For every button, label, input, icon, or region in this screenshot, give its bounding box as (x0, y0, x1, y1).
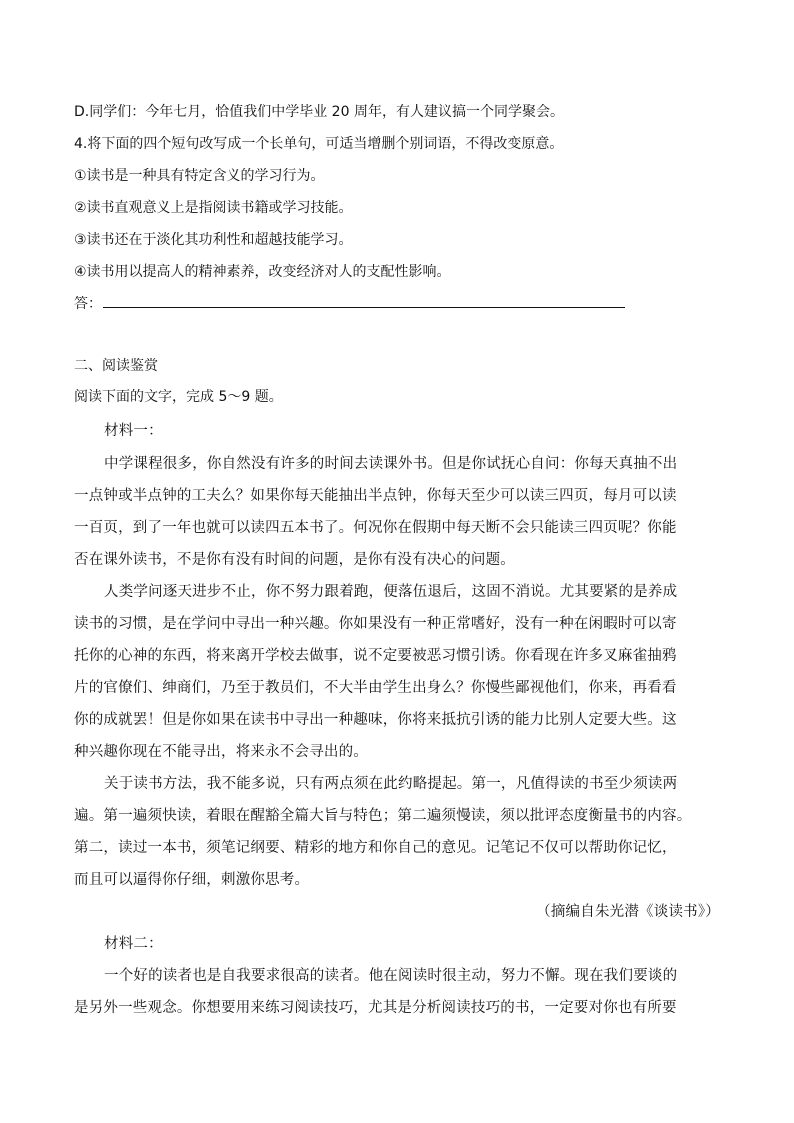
option-d: D.同学们：今年七月，恰值我们中学毕业 20 周年，有人建议搞一个同学聚会。 (74, 104, 564, 120)
material-1-line: 片的官僚们、绅商们，乃至于教员们，不大半由学生出身么？你慢些鄙视他们，你来，再看看 (74, 680, 677, 696)
material-1-line: 关于读书方法，我不能多说，只有两点须在此约略提起。第一，凡值得读的书至少须读两 (104, 776, 678, 792)
material-1-source: （摘编自朱光潜《谈读书》） (536, 904, 720, 920)
material-1-line: 读书的习惯，是在学问中寻出一种兴趣。你如果没有一种正常嗜好，没有一种在闲暇时可以寄 (74, 616, 677, 632)
material-1-line: 一百页，到了一年也就可以读四五本书了。何况你在假期中每天断不会只能读三四页呢？你能 (74, 520, 677, 536)
material-1-line: 否在课外读书，不是你有没有时间的问题，是你有没有决心的问题。 (74, 552, 515, 568)
reading-instruction: 阅读下面的文字，完成 5～9 题。 (74, 389, 283, 405)
sentence-2: ②读书直观意义上是指阅读书籍或学习技能。 (74, 200, 353, 216)
material-1-line: 遍。第一遍须快读，着眼在醒豁全篇大旨与特色；第二遍须慢读，须以批评态度衡量书的内容。 (74, 808, 692, 824)
material-1-line: 托你的心神的东西，将来离开学校去做事，说不定要被恶习惯引诱。你看现在许多叉麻雀抽鸦 (74, 648, 677, 664)
question-4-prompt: 4.将下面的四个短句改写成一个长单句，可适当增删个别词语，不得改变原意。 (74, 136, 564, 152)
answer-blank-line (103, 307, 625, 308)
material-1-label: 材料一： (104, 423, 163, 439)
answer-label: 答： (74, 296, 102, 312)
sentence-4: ④读书用以提高人的精神素养，改变经济对人的支配性影响。 (74, 264, 451, 280)
material-1-line: 你的成就罢！但是你如果在读书中寻出一种趣味，你将来抵抗引诱的能力比别人定要大些。这 (74, 712, 677, 728)
material-1-line: 中学课程很多，你自然没有许多的时间去读课外书。但是你试抚心自问：你每天真抽不出 (104, 456, 678, 472)
material-2-line: 一个好的读者也是自我要求很高的读者。他在阅读时很主动，努力不懈。现在我们要谈的 (104, 968, 678, 984)
sentence-1: ①读书是一种具有特定含义的学习行为。 (74, 168, 325, 184)
section-heading: 二、阅读鉴赏 (74, 358, 158, 374)
material-2-label: 材料二： (104, 936, 163, 952)
material-2-line: 是另外一些观念。你想要用来练习阅读技巧，尤其是分析阅读技巧的书，一定要对你也有所要 (74, 1000, 677, 1016)
material-1-line: 一点钟或半点钟的工夫么？如果你每天能抽出半点钟，你每天至少可以读三四页，每月可以读 (74, 488, 677, 504)
sentence-3: ③读书还在于淡化其功利性和超越技能学习。 (74, 232, 353, 248)
material-1-line: 而且可以逼得你仔细，刺激你思考。 (74, 872, 310, 888)
material-1-line: 种兴趣你现在不能寻出，将来永不会寻出的。 (74, 744, 368, 760)
material-1-line: 人类学问逐天进步不止，你不努力跟着跑，便落伍退后，这固不消说。尤其要紧的是养成 (104, 584, 678, 600)
material-1-line: 第二，读过一本书，须笔记纲要、精彩的地方和你自己的意见。记笔记不仅可以帮助你记忆， (74, 840, 677, 856)
